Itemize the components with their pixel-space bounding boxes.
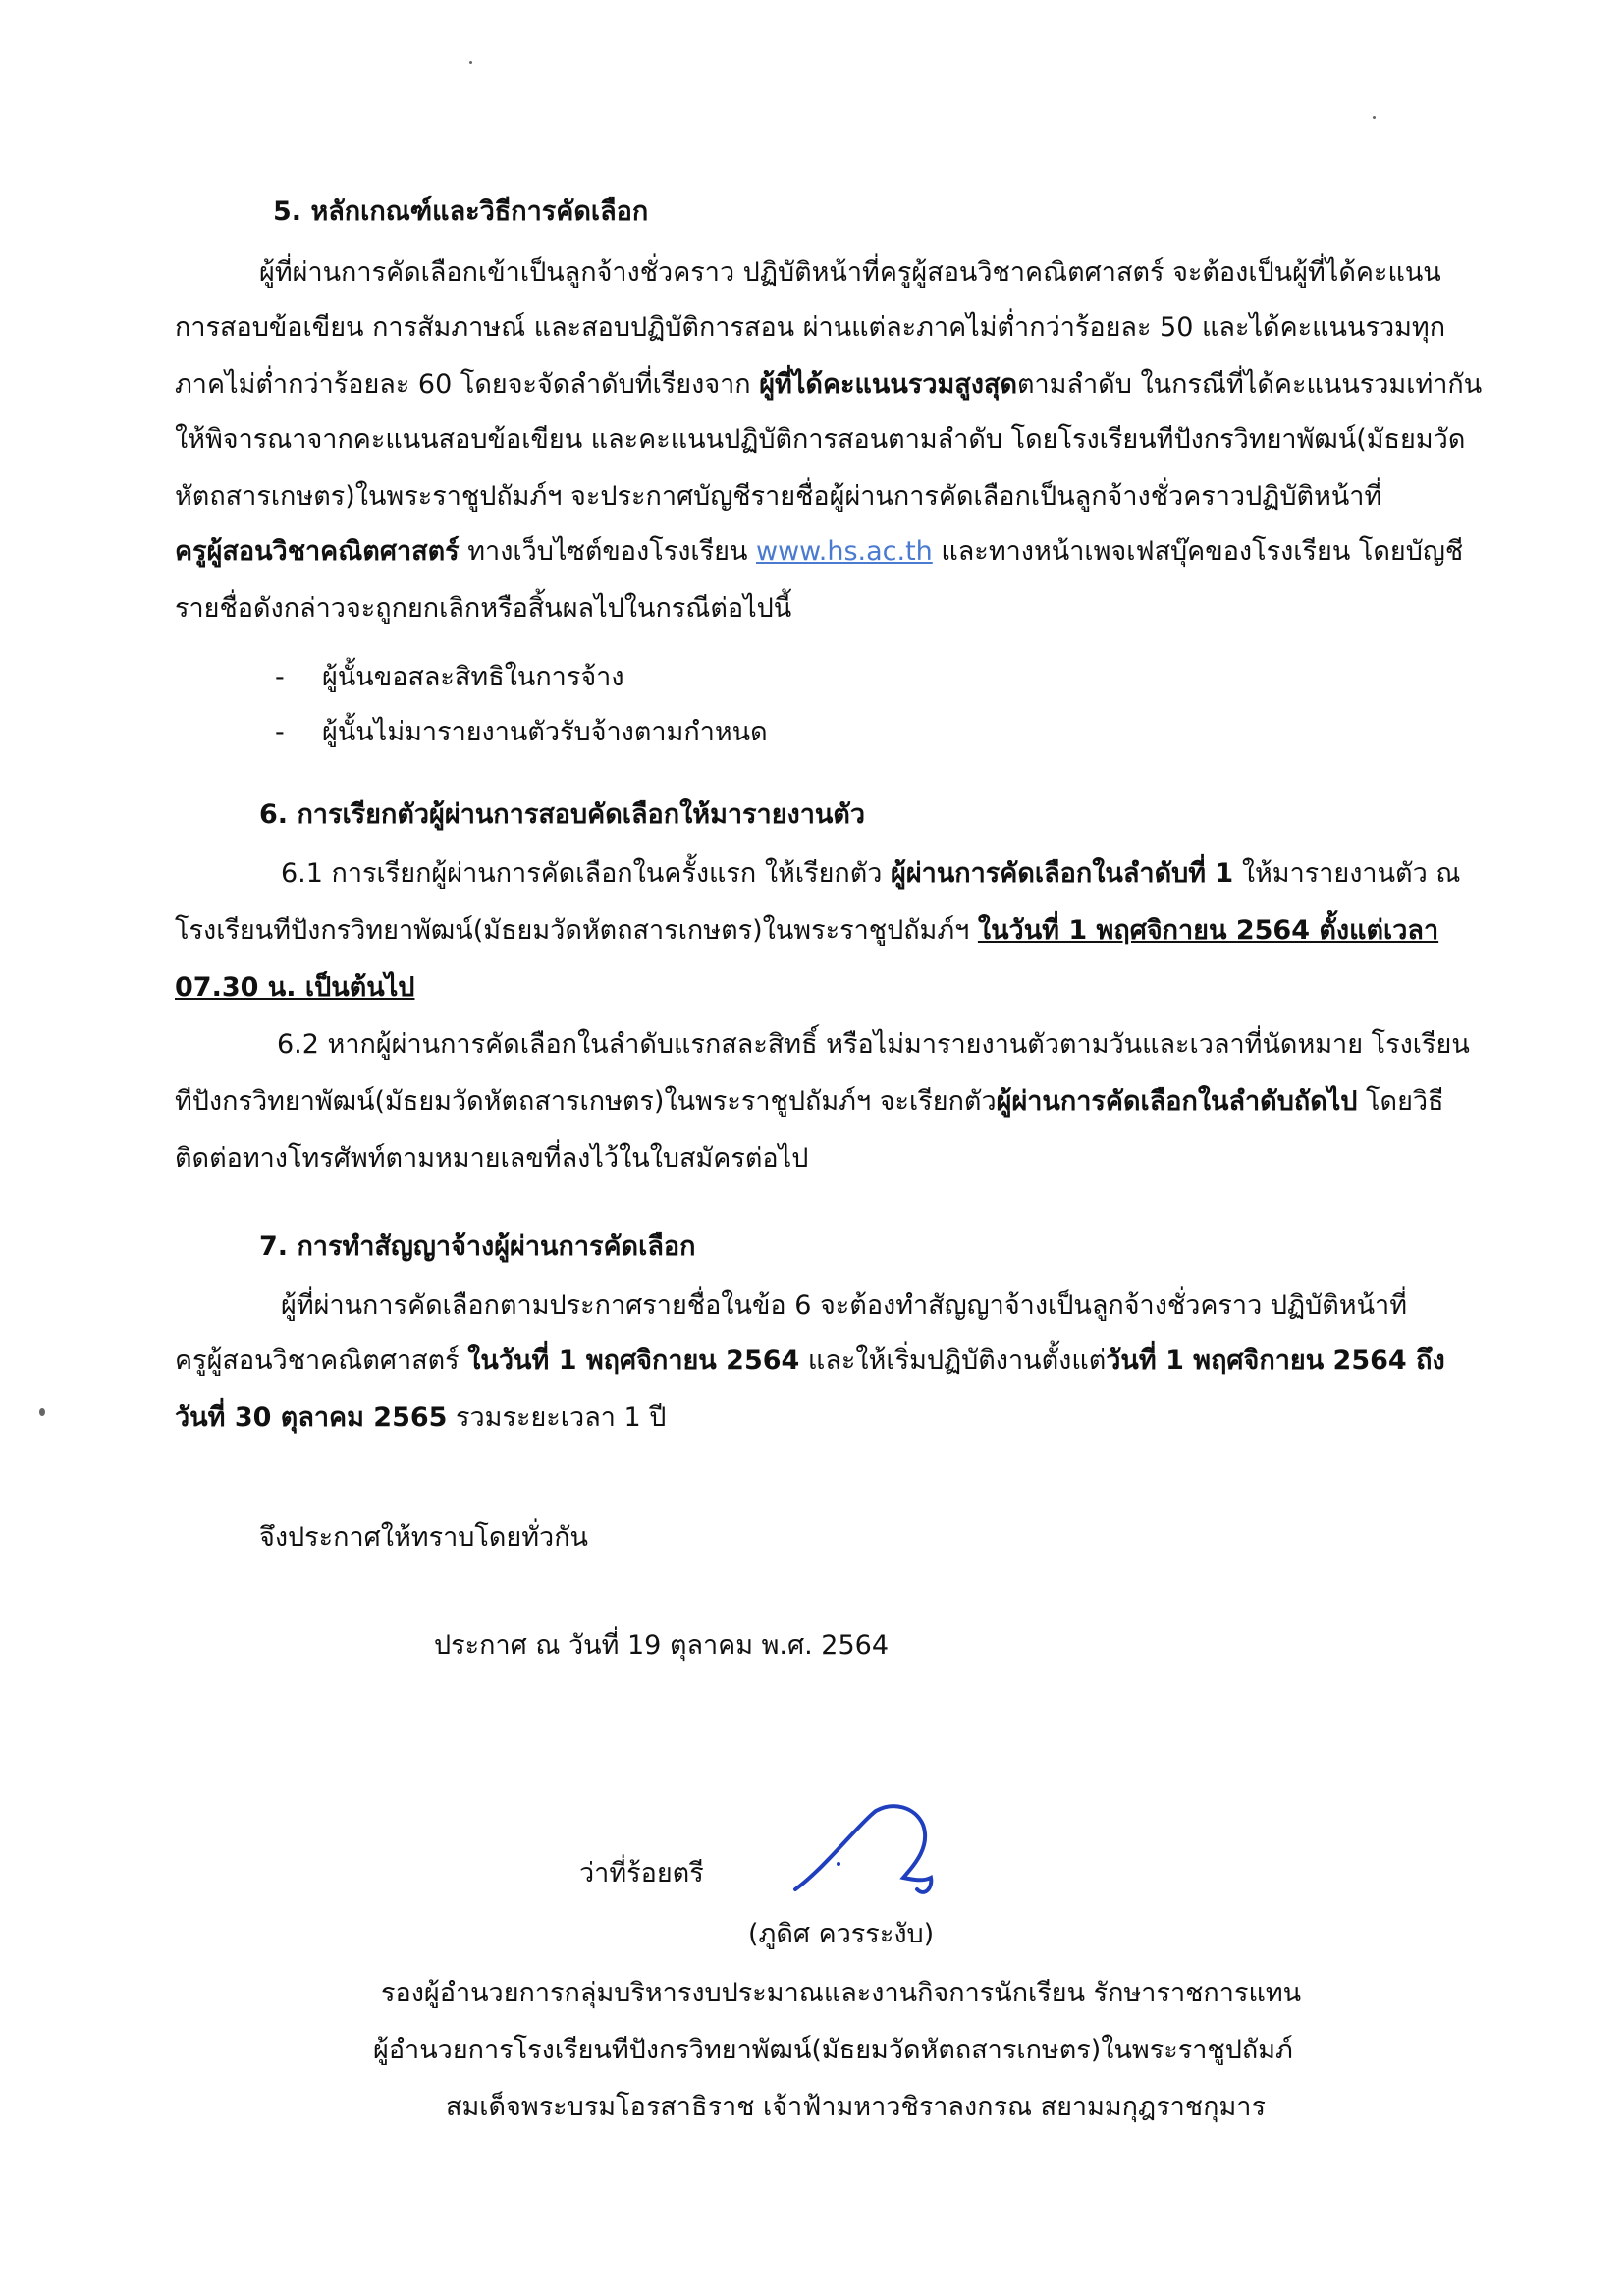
text-run: ทีปังกรวิทยาพัฒน์(มัธยมวัดหัตถสารเกษตร)ในพระราชูปถัมภ์ฯ จะเรียกตัว	[175, 1086, 997, 1117]
section-7-line-3	[175, 1400, 666, 1436]
highlight-report-time: 07.30 น. เป็นต้นไป	[175, 972, 415, 1003]
text-run: ภาคไม่ต่ำกว่าร้อยละ 60 โดยจะจัดลำดับที่เรียงจาก	[175, 369, 760, 400]
text-run: ตามลำดับ ในกรณีที่ได้คะแนนรวมเท่ากัน	[1016, 369, 1483, 400]
text-run: และให้เริ่มปฏิบัติงานตั้งแต่	[799, 1345, 1107, 1376]
section-5-heading: 5. หลักเกณฑ์และวิธีการคัดเลือก	[273, 196, 649, 227]
section-5-line-1: ผู้ที่ผ่านการคัดเลือกเข้าเป็นลูกจ้างชั่วคราว ปฏิบัติหน้าที่ครูผู้สอนวิชาคณิตศาสตร์ จะต้องเป็นผู้ที่ได้คะแนน	[259, 257, 1441, 288]
section-5-line-2: การสอบข้อเขียน การสัมภาษณ์ และสอบปฏิบัติการสอน ผ่านแต่ละภาคไม่ต่ำกว่าร้อยละ 50 และได้คะแนนรวมทุก	[175, 312, 1446, 343]
highlight-highest-score: ผู้ที่ได้คะแนนรวมสูงสุด	[759, 369, 1017, 400]
section-5-line-4: ให้พิจารณาจากคะแนนสอบข้อเขียน และคะแนนปฏิบัติการสอนตามลำดับ โดยโรงเรียนทีปังกรวิทยาพัฒน์(มัธยมวัด	[175, 424, 1466, 455]
signer-position-line-1: รองผู้อำนวยการกลุ่มบริหารงบประมาณและงานกิจการนักเรียน รักษาราชการแทน	[381, 1978, 1302, 2008]
section-6-heading: 6. การเรียกตัวผู้ผ่านการสอบคัดเลือกให้มารายงานตัว	[259, 799, 866, 830]
section-5-line-3	[175, 367, 1482, 403]
section-5-line-7: รายชื่อดังกล่าวจะถูกยกเลิกหรือสิ้นผลไปในกรณีต่อไปนี้	[175, 593, 792, 624]
section-7-heading: 7. การทำสัญญาจ้างผู้ผ่านการคัดเลือก	[259, 1231, 696, 1262]
text-run: ทางเว็บไซต์ของโรงเรียน	[459, 536, 756, 567]
section-6-2-line-1: 6.2 หากผู้ผ่านการคัดเลือกในลำดับแรกสละสิทธิ์ หรือไม่มารายงานตัวตามวันและเวลาที่นัดหมาย โรงเรียน	[277, 1029, 1470, 1060]
bullet-dash: -	[275, 717, 285, 747]
text-run: โดยวิธี	[1357, 1086, 1444, 1117]
highlight-start-date: วันที่ 1 พฤศจิกายน 2564 ถึง	[1106, 1345, 1445, 1376]
school-website-link[interactable]: www.hs.ac.th	[755, 536, 933, 567]
highlight-first-rank: ผู้ผ่านการคัดเลือกในลำดับที่ 1	[891, 858, 1234, 889]
text-run: และทางหน้าเพจเฟสบุ๊คของโรงเรียน โดยบัญชี	[932, 536, 1464, 567]
bullet-item-2: ผู้นั้นไม่มารายงานตัวรับจ้างตามกำหนด	[322, 717, 768, 747]
section-5-line-5: หัตถสารเกษตร)ในพระราชูปถัมภ์ฯ จะประกาศบัญชีรายชื่อผู้ผ่านการคัดเลือกเป็นลูกจ้างชั่วคราวปฏิบัติหน้าที่	[175, 481, 1382, 512]
section-5-line-6	[175, 534, 1463, 570]
section-6-1-line-2	[175, 913, 1438, 949]
scan-speck	[469, 61, 472, 64]
section-6-2-line-3: ติดต่อทางโทรศัพท์ตามหมายเลขที่ลงไว้ในใบสมัครต่อไป	[175, 1143, 809, 1174]
section-6-1-line-3	[175, 970, 414, 1006]
signature-icon	[785, 1799, 952, 1907]
highlight-end-date: วันที่ 30 ตุลาคม 2565	[175, 1402, 448, 1433]
text-run: 6.1 การเรียกผู้ผ่านการคัดเลือกในครั้งแรก ให้เรียกตัว	[281, 858, 892, 889]
signer-rank: ว่าที่ร้อยตรี	[579, 1858, 704, 1888]
scan-speck	[1373, 116, 1376, 119]
closing-announcement: จึงประกาศให้ทราบโดยทั่วกัน	[259, 1522, 588, 1553]
section-7-line-1: ผู้ที่ผ่านการคัดเลือกตามประกาศรายชื่อในข้อ 6 จะต้องทำสัญญาจ้างเป็นลูกจ้างชั่วคราว ปฏิบัติหน้าที่	[281, 1290, 1407, 1321]
scan-speck	[39, 1408, 45, 1416]
text-run: ครูผู้สอนวิชาคณิตศาสตร์	[175, 1345, 468, 1376]
section-6-1-line-1	[281, 856, 1460, 892]
highlight-math-teacher: ครูผู้สอนวิชาคณิตศาสตร์	[175, 536, 460, 567]
announcement-date: ประกาศ ณ วันที่ 19 ตุลาคม พ.ศ. 2564	[434, 1630, 890, 1661]
text-run: ให้มารายงานตัว ณ	[1233, 858, 1461, 889]
section-7-line-2	[175, 1343, 1445, 1379]
highlight-contract-date: ในวันที่ 1 พฤศจิกายน 2564	[467, 1345, 800, 1376]
signer-name: (ภูดิศ ควรระงับ)	[748, 1919, 935, 1949]
highlight-next-rank: ผู้ผ่านการคัดเลือกในลำดับถัดไป	[996, 1086, 1358, 1117]
signer-position-line-2: ผู้อำนวยการโรงเรียนทีปังกรวิทยาพัฒน์(มัธยมวัดหัตถสารเกษตร)ในพระราชูปถัมภ์	[373, 2035, 1293, 2065]
section-6-2-line-2	[175, 1084, 1444, 1120]
signer-position-line-3: สมเด็จพระบรมโอรสาธิราช เจ้าฟ้ามหาวชิราลงกรณ สยามมกุฎราชกุมาร	[446, 2092, 1266, 2122]
bullet-dash: -	[275, 662, 285, 692]
highlight-report-date: ในวันที่ 1 พฤศจิกายน 2564 ตั้งแต่เวลา	[977, 915, 1439, 946]
text-run: รวมระยะเวลา 1 ปี	[447, 1402, 667, 1433]
text-run: โรงเรียนทีปังกรวิทยาพัฒน์(มัธยมวัดหัตถสารเกษตร)ในพระราชูปถัมภ์ฯ	[175, 915, 978, 946]
bullet-item-1: ผู้นั้นขอสละสิทธิในการจ้าง	[322, 662, 624, 692]
